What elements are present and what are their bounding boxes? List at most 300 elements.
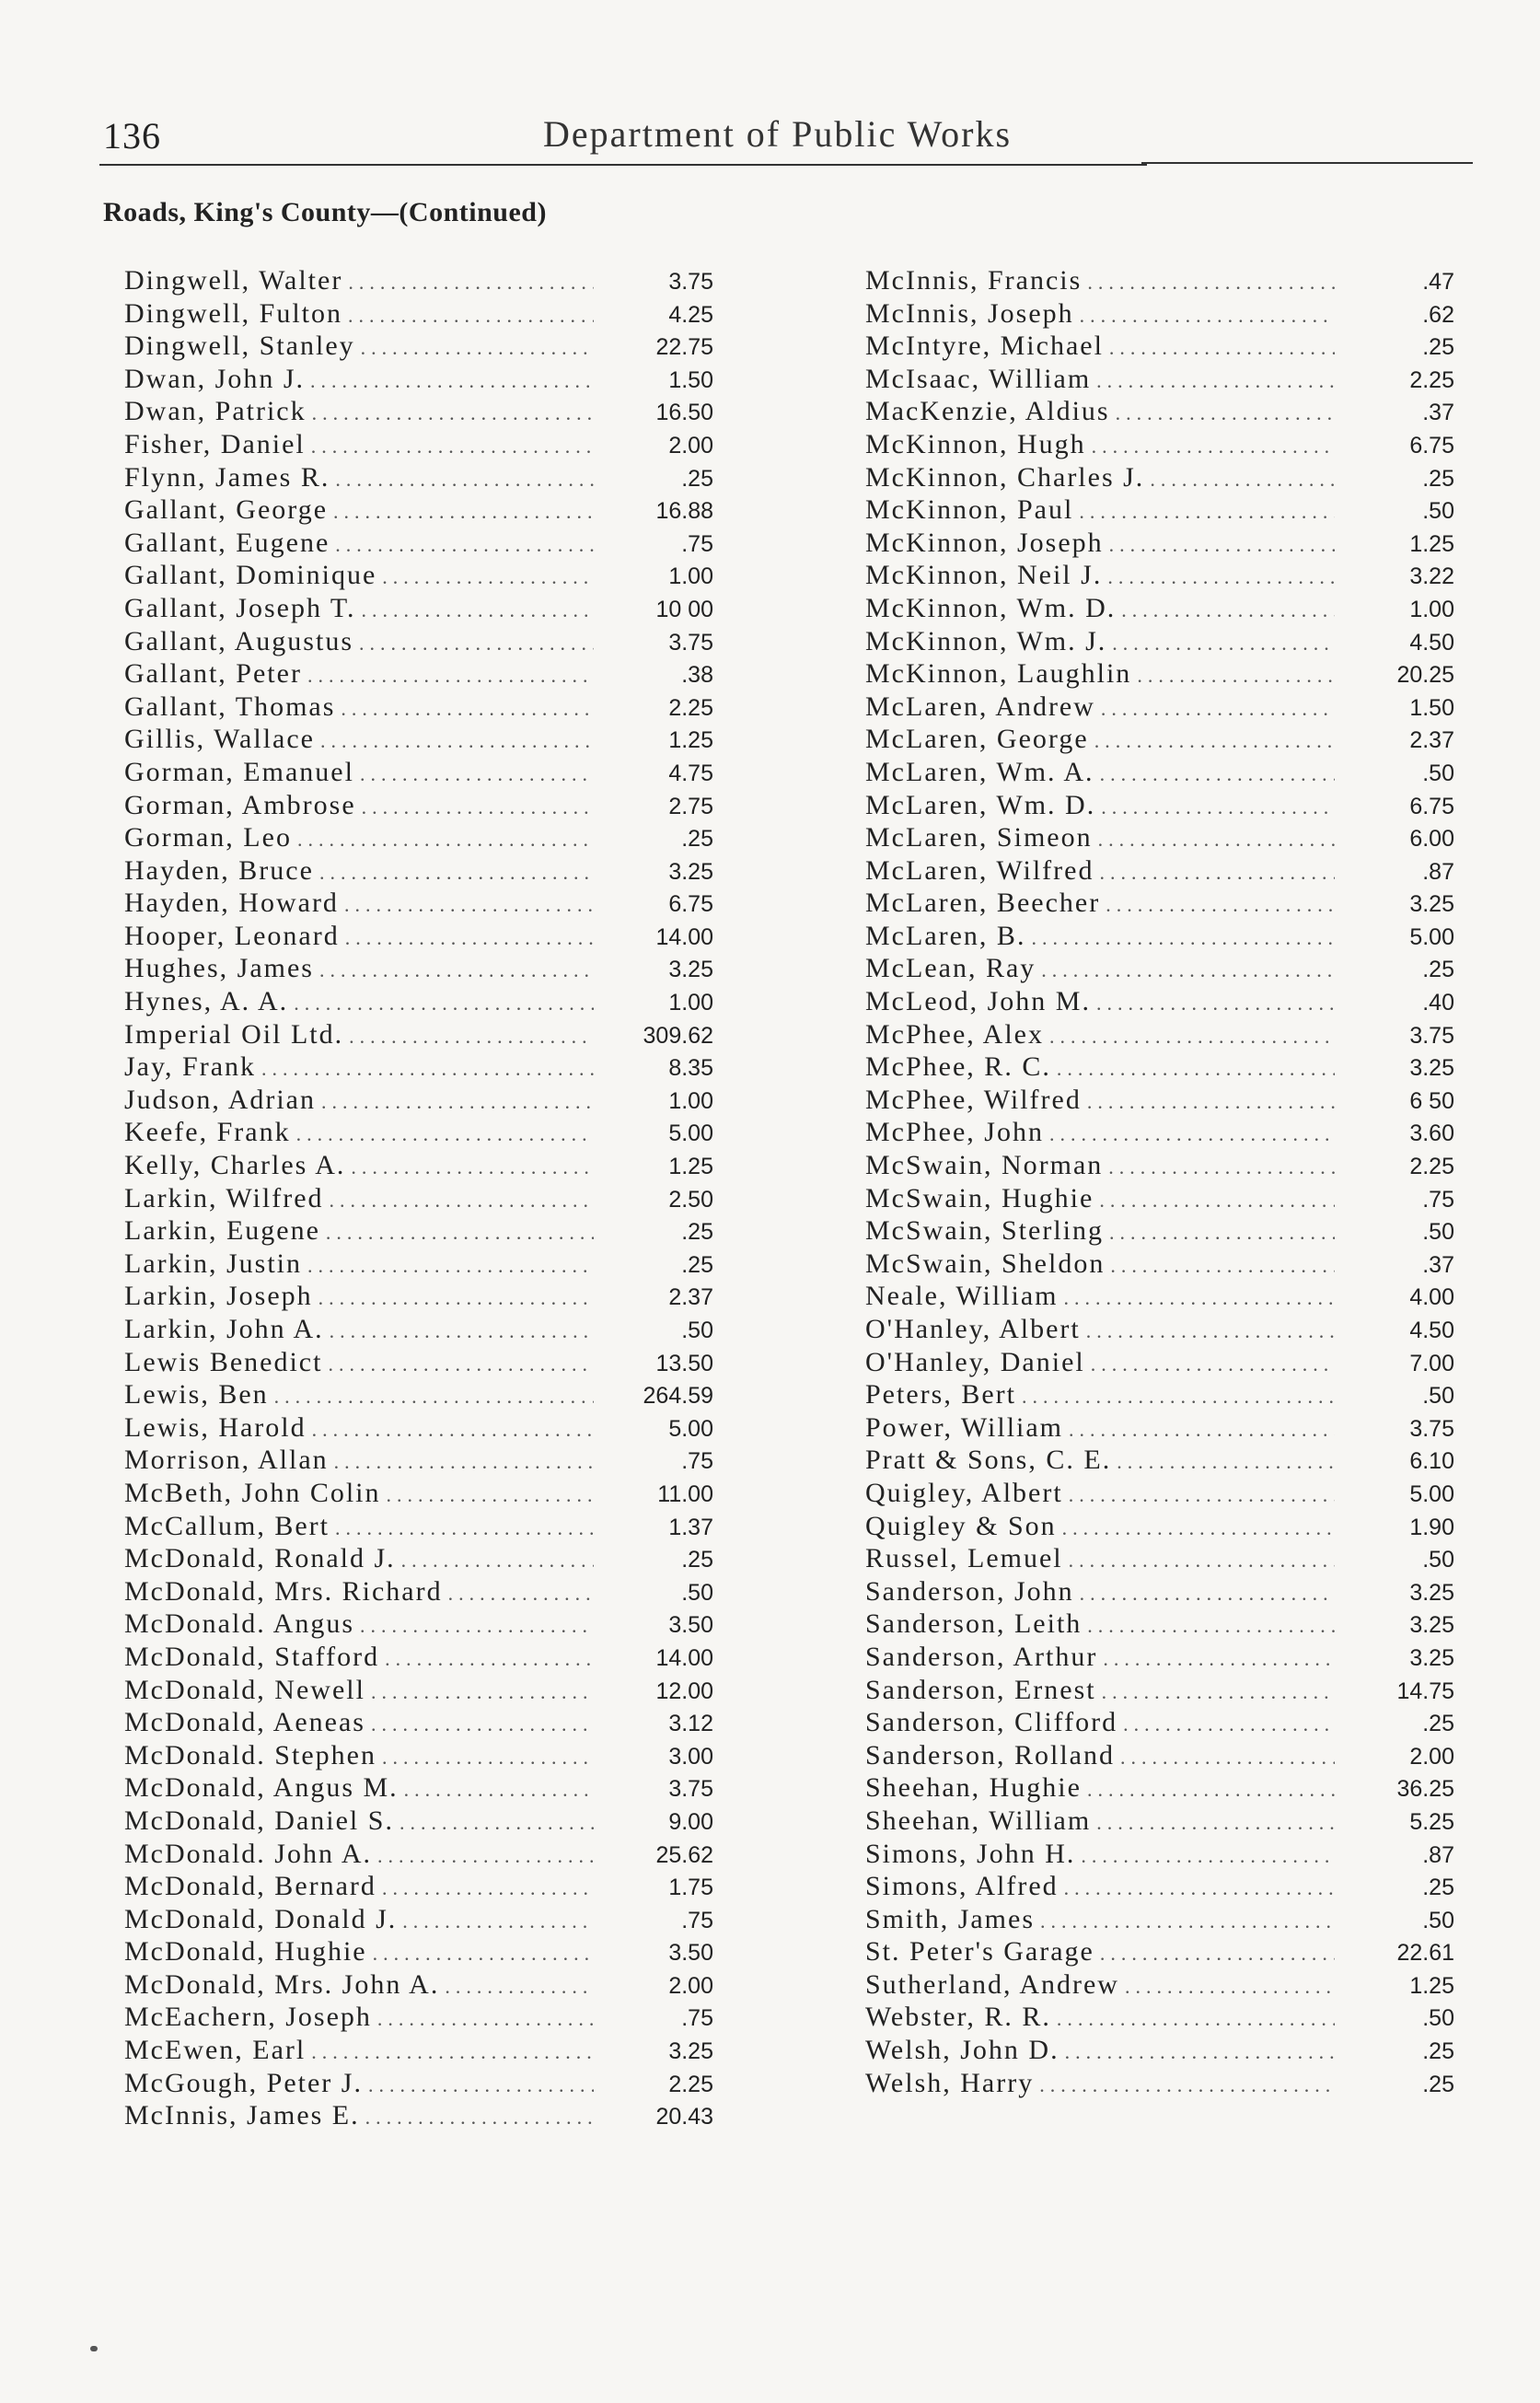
list-item: [865, 1642, 1454, 1675]
payee-name: McEwen, Earl: [124, 2035, 307, 2066]
list-item: [124, 298, 713, 331]
dot-leader: [335, 697, 594, 721]
payee-name: McDonald, Mrs. Richard: [124, 1575, 443, 1607]
dot-leader: [356, 795, 594, 819]
dot-leader: [360, 2106, 594, 2130]
payee-name: McKinnon, Joseph: [865, 527, 1104, 558]
list-item: [124, 1772, 713, 1805]
payment-amount: 25.62: [655, 1841, 713, 1868]
dot-leader: [394, 1811, 594, 1835]
payment-amount: 5.00: [668, 1120, 713, 1147]
dot-leader: [329, 1450, 594, 1474]
payment-amount: .75: [681, 530, 713, 557]
list-item: [124, 1839, 713, 1872]
list-item: [865, 1969, 1454, 2002]
list-item: [124, 790, 713, 823]
dot-leader: [1111, 1450, 1335, 1474]
list-item: [865, 1871, 1454, 1904]
list-item: [865, 265, 1454, 298]
list-item: [124, 757, 713, 790]
list-item: [124, 494, 713, 528]
dot-leader: [1075, 1844, 1335, 1868]
payment-amount: 2.25: [1409, 1154, 1454, 1180]
payee-name: Lewis, Harold: [124, 1411, 307, 1443]
dot-leader: [1051, 1057, 1335, 1081]
dot-leader: [1116, 598, 1335, 622]
payee-name: McBeth, John Colin: [124, 1477, 381, 1508]
payee-name: McInnis, Joseph: [865, 297, 1074, 329]
dot-leader: [302, 1254, 594, 1278]
dot-leader: [324, 1319, 594, 1343]
dot-leader: [306, 435, 594, 459]
payee-name: McKinnon, Wm. D.: [865, 592, 1117, 623]
list-item: [124, 1675, 713, 1708]
payment-amount: .25: [1422, 2038, 1454, 2065]
payment-amount: 309.62: [643, 1022, 713, 1049]
payee-name: McDonald, Hughie: [124, 1936, 367, 1968]
payment-amount: 5.00: [1409, 1480, 1454, 1507]
list-item: [124, 1576, 713, 1609]
list-item: [865, 1019, 1454, 1052]
ink-smudge: [90, 2346, 98, 2351]
list-item: [124, 593, 713, 626]
payee-name: McDonald, Daniel S.: [124, 1805, 394, 1836]
dot-leader: [1095, 697, 1335, 721]
list-item: [865, 1904, 1454, 1937]
dot-leader: [1102, 565, 1335, 589]
payee-name: MacKenzie, Aldius: [865, 396, 1110, 427]
list-item: [865, 1576, 1454, 1609]
dot-leader: [1059, 1286, 1335, 1310]
dot-leader: [355, 336, 594, 360]
payee-name: Lewis Benedict: [124, 1346, 323, 1377]
payment-amount: 2.75: [668, 793, 713, 819]
payment-amount: 1.25: [668, 1154, 713, 1180]
payment-amount: 16.88: [655, 498, 713, 525]
payment-amount: 2.37: [1409, 727, 1454, 754]
payee-name: Welsh, Harry: [865, 2067, 1035, 2098]
payee-name: Webster, R. R.: [865, 2002, 1051, 2033]
list-item: [865, 1478, 1454, 1511]
payee-name: Neale, William: [865, 1281, 1059, 1312]
payment-amount: 3.50: [668, 1612, 713, 1639]
payment-amount: 7.00: [1409, 1350, 1454, 1376]
payee-name: McPhee, R. C.: [865, 1051, 1051, 1083]
payee-name: Gorman, Leo: [124, 822, 292, 853]
payment-amount: 3.60: [1409, 1120, 1454, 1147]
payment-amount: .25: [1422, 957, 1454, 983]
dot-leader: [302, 664, 594, 688]
running-title: Department of Public Works: [543, 113, 1013, 155]
dot-leader: [372, 2007, 594, 2031]
payment-amount: .75: [681, 2005, 713, 2032]
payee-name: McKinnon, Laughlin: [865, 658, 1132, 690]
dot-leader: [376, 1876, 594, 1900]
payment-amount: .50: [1422, 498, 1454, 525]
list-item: [865, 1772, 1454, 1805]
dot-leader: [1074, 304, 1335, 328]
list-item: [865, 1248, 1454, 1282]
payee-name: McDonald, Newell: [124, 1674, 365, 1705]
list-item: [865, 331, 1454, 364]
payee-name: Quigley, Albert: [865, 1477, 1063, 1508]
list-item: [124, 1281, 713, 1314]
dot-leader: [354, 762, 594, 786]
dot-leader: [399, 1778, 594, 1802]
payment-amount: 1.00: [668, 563, 713, 590]
dot-leader: [316, 1090, 594, 1114]
payment-amount: 2.25: [668, 2071, 713, 2097]
payee-name: Gallant, Peter: [124, 658, 302, 690]
dot-leader: [330, 468, 594, 492]
payment-amount: .47: [1422, 269, 1454, 295]
payment-amount: 6.75: [668, 891, 713, 918]
payee-name: McLaren, B.: [865, 920, 1026, 951]
dot-leader: [367, 1942, 594, 1966]
payment-amount: .50: [1422, 1219, 1454, 1246]
dot-leader: [314, 958, 594, 982]
list-item: [865, 1347, 1454, 1380]
payment-amount: .38: [681, 662, 713, 689]
list-item: [124, 1608, 713, 1642]
list-item: [124, 1019, 713, 1052]
list-item: [865, 1740, 1454, 1773]
payment-amount: .50: [1422, 1907, 1454, 1933]
dot-leader: [1016, 1385, 1335, 1409]
list-item: [865, 790, 1454, 823]
payment-amount: 3.25: [1409, 1612, 1454, 1639]
list-item: [865, 396, 1454, 429]
payment-amount: 264.59: [643, 1383, 713, 1410]
list-item: [865, 1805, 1454, 1839]
payee-name: Morrison, Allan: [124, 1445, 329, 1476]
list-item: [124, 953, 713, 986]
dot-leader: [1025, 926, 1335, 950]
payment-amount: .25: [1422, 334, 1454, 361]
dot-leader: [1104, 533, 1335, 557]
payee-name: Dwan, John J.: [124, 363, 305, 394]
payee-name: McDonald, Bernard: [124, 1871, 376, 1902]
dot-leader: [1095, 795, 1335, 819]
payment-amount: 3.25: [668, 858, 713, 885]
dot-leader: [365, 1712, 594, 1736]
payment-amount: 3.25: [1409, 1579, 1454, 1606]
payment-amount: 6.75: [1409, 432, 1454, 459]
payee-name: McDonald, Mrs. John A.: [124, 1968, 440, 2000]
payee-name: Gallant, Eugene: [124, 527, 330, 558]
payee-name: McLean, Ray: [865, 953, 1036, 984]
payment-amount: .75: [681, 1448, 713, 1475]
list-item: [124, 1347, 713, 1380]
list-item: [124, 855, 713, 888]
payee-name: McDonald. Angus: [124, 1608, 354, 1640]
list-item: [124, 1412, 713, 1445]
payment-amount: 1.75: [668, 1875, 713, 1901]
list-item: [124, 921, 713, 954]
list-item: [865, 1379, 1454, 1412]
list-item: [124, 1871, 713, 1904]
payee-name: Hughes, James: [124, 953, 314, 984]
payee-name: Welsh, John D.: [865, 2035, 1059, 2066]
payment-amount: 5.00: [1409, 923, 1454, 950]
dot-leader: [320, 1221, 594, 1245]
dot-leader: [1036, 958, 1335, 982]
list-item: [865, 986, 1454, 1019]
list-item: [124, 429, 713, 462]
list-item: [124, 396, 713, 429]
list-item: [865, 1936, 1454, 1969]
payment-amount: 2.37: [668, 1284, 713, 1311]
payment-amount: .25: [1422, 2071, 1454, 2097]
payee-name: Hynes, A. A.: [124, 986, 289, 1017]
dot-leader: [354, 1614, 594, 1638]
payee-name: McIsaac, William: [865, 363, 1092, 394]
payee-name: McKinnon, Charles J.: [865, 461, 1145, 493]
payment-amount: .87: [1422, 858, 1454, 885]
list-item: [124, 986, 713, 1019]
list-item: [865, 691, 1454, 725]
payee-name: Gallant, Joseph T.: [124, 592, 356, 623]
payee-name: McDonald. John A.: [124, 1838, 372, 1869]
list-item: [124, 1085, 713, 1118]
payee-name: Dwan, Patrick: [124, 396, 307, 427]
dot-leader: [1091, 369, 1335, 393]
payment-amount: 1.25: [1409, 530, 1454, 557]
list-item: [124, 1740, 713, 1773]
dot-leader: [1044, 1122, 1335, 1146]
list-item: [865, 2068, 1454, 2101]
dot-leader: [1059, 2040, 1335, 2064]
list-item: [124, 1478, 713, 1511]
payee-name: O'Hanley, Albert: [865, 1314, 1081, 1344]
payment-amount: .37: [1422, 1251, 1454, 1278]
payment-amount: 1.50: [1409, 694, 1454, 721]
payee-name: McSwain, Sterling: [865, 1215, 1104, 1247]
payment-amount: 3.25: [1409, 1644, 1454, 1671]
dot-leader: [1115, 1746, 1335, 1770]
list-item: [124, 2002, 713, 2035]
list-item: [124, 331, 713, 364]
payment-amount: 3.75: [1409, 1415, 1454, 1442]
payment-amount: 3.75: [668, 629, 713, 656]
payee-name: Power, William: [865, 1411, 1064, 1443]
payment-amount: 1.00: [1409, 596, 1454, 622]
list-item: [124, 1936, 713, 1969]
payee-name: McDonald, Aeneas: [124, 1707, 365, 1738]
payment-amount: 4.25: [668, 301, 713, 328]
dot-leader: [1105, 1254, 1335, 1278]
payment-amount: 6 50: [1409, 1087, 1454, 1114]
payment-amount: 6.75: [1409, 793, 1454, 819]
payment-amount: 2.00: [668, 432, 713, 459]
payment-amount: 6.10: [1409, 1448, 1454, 1475]
header-rule-left: [99, 164, 1147, 166]
dot-leader: [1082, 1090, 1335, 1114]
list-item: [124, 1904, 713, 1937]
list-item: [865, 822, 1454, 855]
list-item: [865, 429, 1454, 462]
payee-name: Keefe, Frank: [124, 1117, 291, 1148]
payment-amount: 3.12: [668, 1711, 713, 1737]
payee-name: Gallant, Thomas: [124, 691, 336, 722]
payment-amount: .50: [681, 1318, 713, 1343]
payment-amount: 3.75: [668, 1776, 713, 1803]
list-item: [865, 560, 1454, 593]
list-item: [865, 855, 1454, 888]
payee-name: Larkin, Justin: [124, 1248, 302, 1279]
dot-leader: [1104, 1221, 1335, 1245]
dot-leader: [291, 1122, 594, 1146]
list-item: [124, 1215, 713, 1248]
payment-amount: .50: [1422, 1383, 1454, 1410]
payment-amount: 3.00: [668, 1743, 713, 1770]
payment-amount: 14.75: [1396, 1677, 1454, 1704]
dot-leader: [1082, 271, 1335, 295]
list-item: [865, 1183, 1454, 1216]
payee-name: McGough, Peter J.: [124, 2067, 363, 2098]
list-item: [865, 658, 1454, 691]
left-column: [124, 265, 713, 2133]
payee-name: Sutherland, Andrew: [865, 1968, 1119, 2000]
list-item: [124, 265, 713, 298]
payment-amount: 3.50: [668, 1940, 713, 1967]
payee-name: Gallant, Augustus: [124, 625, 353, 656]
list-item: [124, 1642, 713, 1675]
dot-leader: [1091, 1811, 1335, 1835]
list-item: [865, 364, 1454, 397]
list-item: [865, 1707, 1454, 1740]
list-item: [124, 1183, 713, 1216]
list-item: [124, 1117, 713, 1150]
payee-name: Quigley & Son: [865, 1510, 1057, 1541]
list-item: [124, 1707, 713, 1740]
list-item: [124, 1248, 713, 1282]
dot-leader: [1100, 893, 1335, 917]
dot-leader: [1131, 664, 1335, 688]
payee-name: McPhee, Wilfred: [865, 1084, 1082, 1115]
payee-name: McSwain, Hughie: [865, 1182, 1094, 1213]
list-item: [124, 822, 713, 855]
payee-name: Sanderson, Clifford: [865, 1707, 1118, 1738]
dot-leader: [306, 2040, 594, 2064]
dot-leader: [356, 598, 594, 622]
payee-name: Sheehan, Hughie: [865, 1772, 1082, 1804]
payee-name: McSwain, Norman: [865, 1150, 1104, 1181]
payment-amount: 3.22: [1409, 563, 1454, 590]
payment-amount: .75: [681, 1907, 713, 1933]
dot-leader: [345, 1155, 594, 1179]
list-item: [865, 1543, 1454, 1576]
payee-name: Pratt & Sons, C. E.: [865, 1445, 1112, 1476]
list-item: [124, 1051, 713, 1085]
list-item: [124, 1511, 713, 1544]
list-item: [865, 2002, 1454, 2035]
dot-leader: [292, 828, 594, 852]
list-item: [124, 2100, 713, 2133]
list-item: [865, 1412, 1454, 1445]
payment-amount: 13.50: [655, 1350, 713, 1376]
dot-leader: [1081, 1319, 1335, 1343]
payee-name: Sanderson, Arthur: [865, 1641, 1098, 1672]
payee-name: McLaren, Andrew: [865, 691, 1095, 722]
payment-amount: 3.25: [668, 2038, 713, 2065]
dot-leader: [1110, 401, 1335, 425]
payment-amount: 5.25: [1409, 1808, 1454, 1835]
dot-leader: [1051, 2007, 1335, 2031]
payment-amount: .25: [681, 1547, 713, 1573]
list-item: [865, 2035, 1454, 2068]
list-item: [865, 494, 1454, 528]
list-item: [124, 560, 713, 593]
payee-name: Larkin, Joseph: [124, 1281, 313, 1312]
payee-name: Sanderson, Leith: [865, 1608, 1083, 1640]
list-item: [124, 626, 713, 659]
payee-name: McLaren, George: [865, 724, 1089, 755]
payee-name: Gillis, Wallace: [124, 724, 315, 755]
dot-leader: [1059, 1876, 1335, 1900]
list-item: [124, 1314, 713, 1347]
payee-name: McIntyre, Michael: [865, 331, 1104, 362]
payment-amount: .25: [681, 826, 713, 853]
dot-leader: [365, 1680, 594, 1704]
list-item: [124, 658, 713, 691]
list-item: [865, 1511, 1454, 1544]
payee-name: Larkin, John A.: [124, 1314, 324, 1344]
dot-leader: [256, 1057, 594, 1081]
payee-name: McSwain, Sheldon: [865, 1248, 1106, 1279]
dot-leader: [1089, 729, 1335, 753]
payee-name: McKinnon, Neil J.: [865, 560, 1103, 591]
payment-amount: .62: [1422, 301, 1454, 328]
dot-leader: [339, 893, 594, 917]
payment-amount: 2.25: [1409, 366, 1454, 393]
dot-leader: [1082, 1614, 1335, 1638]
dot-leader: [379, 1647, 594, 1671]
payee-name: McDonald, Ronald J.: [124, 1543, 396, 1574]
payment-amount: .25: [1422, 465, 1454, 492]
payee-name: McDonald. Stephen: [124, 1739, 376, 1770]
payee-name: McCallum, Bert: [124, 1510, 330, 1541]
payee-name: Imperial Oil Ltd.: [124, 1018, 344, 1050]
dot-leader: [1103, 1155, 1335, 1179]
payee-name: Dingwell, Walter: [124, 265, 343, 296]
page-number: 136: [103, 115, 161, 157]
dot-leader: [1073, 500, 1335, 524]
payee-name: Peters, Bert: [865, 1379, 1016, 1410]
dot-leader: [1104, 336, 1335, 360]
dot-leader: [1096, 1680, 1335, 1704]
dot-leader: [1063, 1483, 1335, 1507]
dot-leader: [439, 1975, 594, 1999]
payment-amount: 1.37: [668, 1514, 713, 1540]
payment-amount: .50: [1422, 2005, 1454, 2032]
payee-name: Gallant, Dominique: [124, 560, 377, 591]
payment-amount: 12.00: [655, 1677, 713, 1704]
payment-amount: .40: [1422, 990, 1454, 1016]
payee-name: Sanderson, Ernest: [865, 1674, 1096, 1705]
payment-amount: 1.50: [668, 366, 713, 393]
payee-name: Gorman, Ambrose: [124, 789, 356, 820]
payee-name: McLaren, Simeon: [865, 822, 1093, 853]
dot-leader: [1082, 1778, 1335, 1802]
dot-leader: [1057, 1516, 1335, 1540]
list-item: [865, 757, 1454, 790]
dot-leader: [397, 1910, 594, 1933]
list-item: [865, 724, 1454, 757]
payment-amount: .25: [681, 1251, 713, 1278]
dot-leader: [328, 500, 594, 524]
payment-amount: 3.75: [668, 269, 713, 295]
